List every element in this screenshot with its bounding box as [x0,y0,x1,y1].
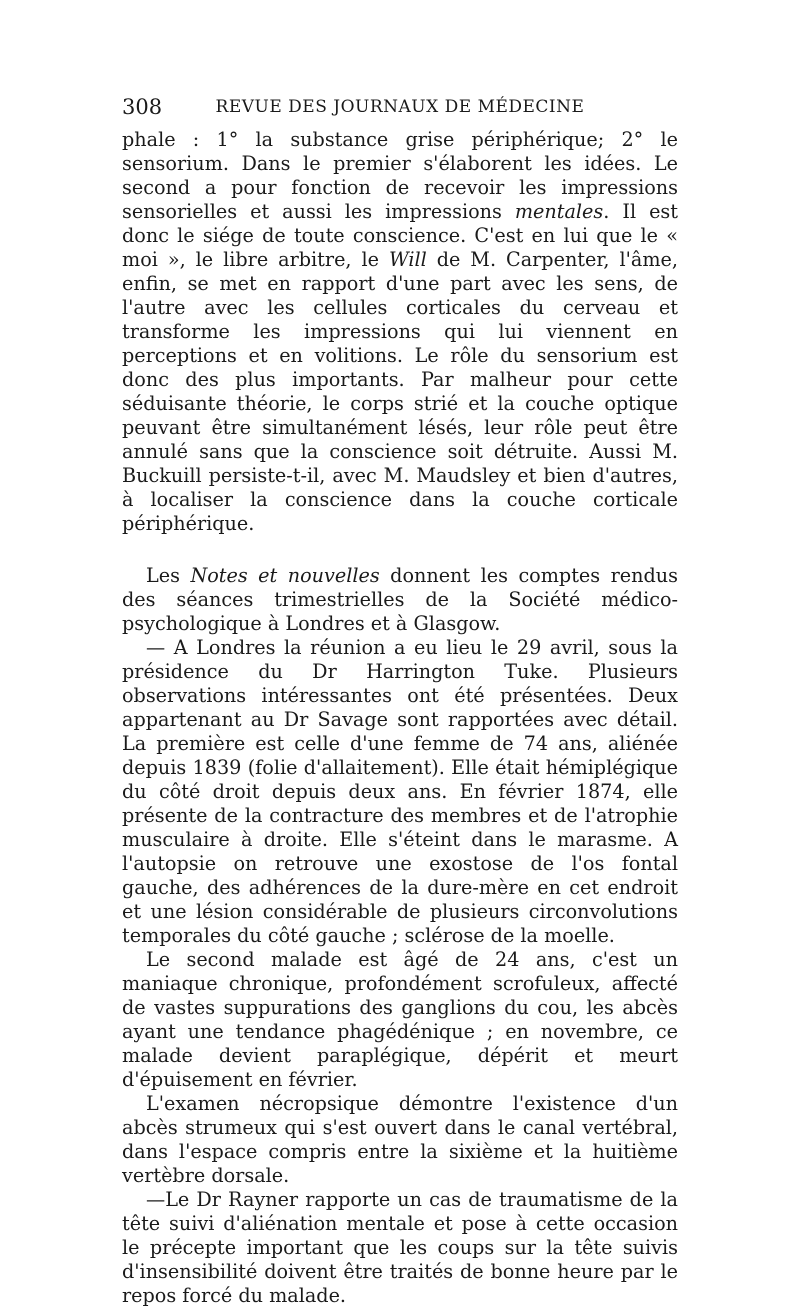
italic-notes-et-nouvelles: Notes et nouvelles [190,564,380,587]
page-number: 308 [122,95,163,119]
italic-mentales: mentales [514,200,604,223]
paragraph-examen-necropsique: L'examen nécropsique démontre l'existence d'un abcès strumeux qui s'est ouvert dans le canal vertébral, dans l'espace compris entre la sixième et la huitième vertèbre dorsale. [122,1092,678,1187]
body-text [122,128,678,1308]
paragraph-sensorium: phale : 1° la substance grise périphérique; 2° le sensorium. Dans le premier s'élaborent les idées. Le second a pour fonction de recevoir les impressions sensorielles et aussi les impressions mentales. Il est donc le siége de toute conscience. C'est en lui que le « moi », le libre arbitre, le Will de M. Carpenter, l'âme, enfin, se met en rapport d'une part avec les sens, de l'autre avec les cellules corticales du cerveau et transforme les impressions qui lui viennent en perceptions et en volitions. Le rôle du sensorium est donc des plus importants. Par malheur pour cette séduisante théorie, le corps strié et la couche optique peuvant être simultanément lésés, leur rôle peut être annulé sans que la conscience soit détruite. Aussi M. Buckuill persiste-t-il, avec M. Maudsley et bien d'autres, à localiser la conscience dans la couche corticale périphérique. [122,128,678,535]
paragraph-rayner: —Le Dr Rayner rapporte un cas de traumatisme de la tête suivi d'aliénation mentale et pose à cette occasion le précepte important que les coups sur la tête suivis d'insensibilité doivent être traités de bonne heure par le repos forcé du malade. [122,1188,678,1307]
running-header [122,92,678,122]
italic-will: Will [388,248,427,271]
paragraph-londres-reunion: — A Londres la réunion a eu lieu le 29 avril, sous la présidence du Dr Harrington Tuke. Plusieurs observations intéressantes ont été présentées. Deux appartenant au Dr Savage sont rapportées avec détail. La première est celle d'une femme de 74 ans, aliénée depuis 1839 (folie d'allaitement). Elle était hémiplégique du côté droit depuis deux ans. En février 1874, elle présente de la contracture des membres et de l'atrophie musculaire à droite. Elle s'éteint dans le marasme. A l'autopsie on retrouve une exostose de l'os fontal gauche, des adhérences de la dure-mère en cet endroit et une lésion considérable de plusieurs circonvolutions temporales du côté gauche ; sclérose de la moelle. [122,636,678,947]
paragraph-second-malade: Le second malade est âgé de 24 ans, c'est un maniaque chronique, profondément scrofuleux, affecté de vastes suppurations des ganglions du cou, les abcès ayant une tendance phagédénique ; en novembre, ce malade devient paraplégique, dépérit et meurt d'épuisement en février. [122,948,678,1091]
running-title: REVUE DES JOURNAUX DE MÉDECINE [215,97,585,117]
paragraph-notes-nouvelles: Les Notes et nouvelles donnent les comptes rendus des séances trimestrielles de la Société médico-psychologique à Londres et à Glasgow. [122,564,678,635]
